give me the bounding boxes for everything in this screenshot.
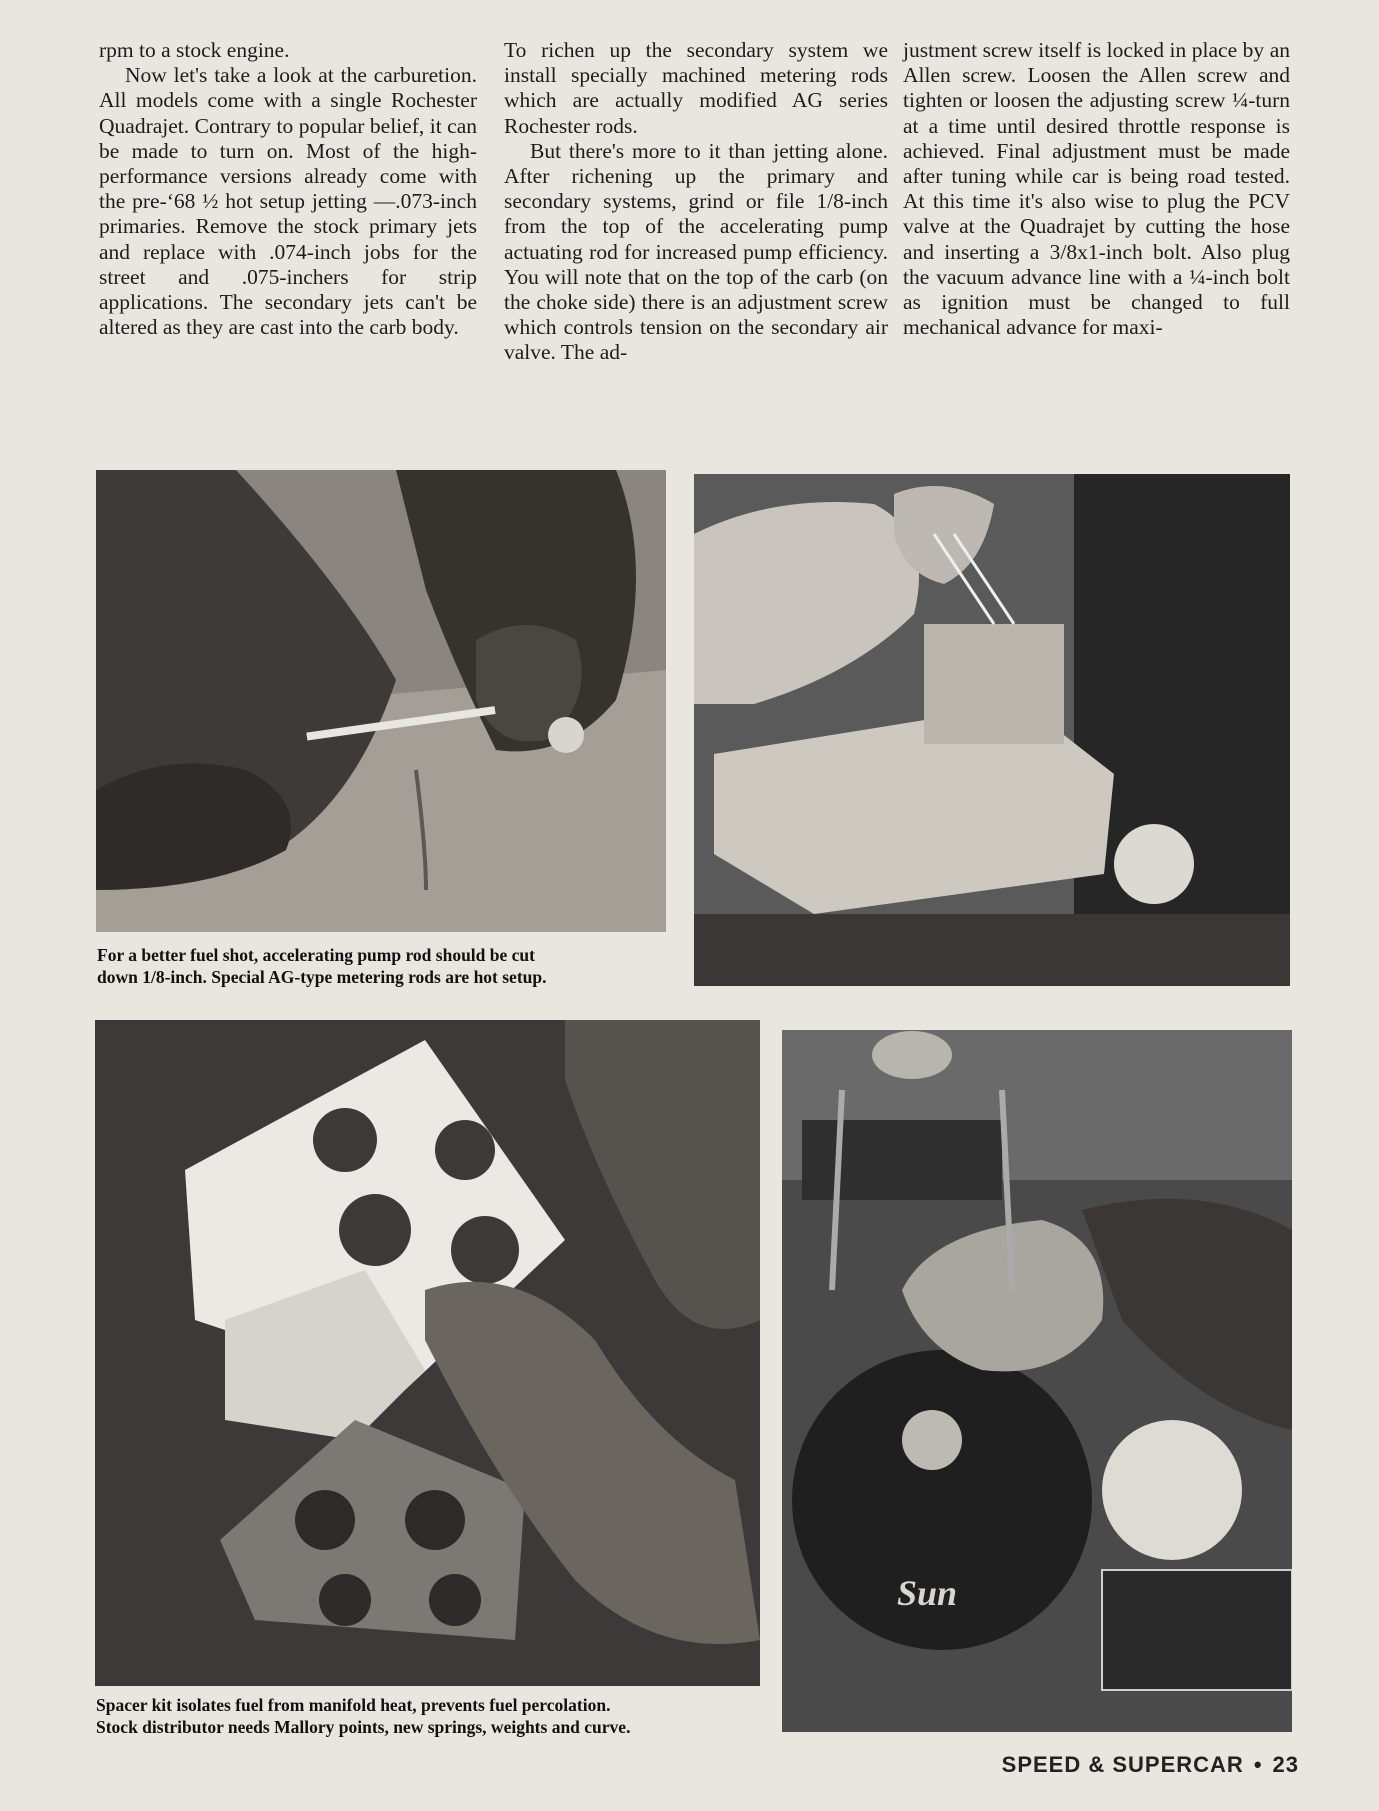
magazine-name: SPEED & SUPERCAR: [1001, 1752, 1244, 1777]
page-number: 23: [1272, 1752, 1299, 1777]
bullet-icon: •: [1253, 1752, 1263, 1777]
text-column-1: [99, 38, 477, 340]
text-column-2: [504, 38, 888, 366]
paragraph: But there's more to it than jetting alone. After richening up the primary and secondary systems, grind or file 1/8-inch from the top of the accelerating pump actuating rod for increased pump efficiency. You will note that on the top of the carb (on the choke side) there is an adjustment screw which controls tension on the secondary air valve. The ad-: [504, 138, 888, 365]
caption-line: down 1/8-inch. Special AG-type metering rods are hot setup.: [97, 967, 547, 987]
paragraph: rpm to a stock engine.: [99, 38, 290, 62]
paragraph: Now let's take a look at the carburetion. All models come with a single Rochester Quadrajet. Contrary to popular belief, it can be made to turn on. Most of the high-performance versions already come with the pre-‘68 ½ hot setup jetting —.073-inch primaries. Remove the stock primary jets and replace with .074-inch jobs for the street and .075-inchers for strip applications. The secondary jets can't be altered as they are cast into the carb body.: [99, 63, 477, 340]
page-footer: [1002, 1752, 1299, 1778]
sun-logo: Sun: [897, 1573, 958, 1613]
caption-line: Spacer kit isolates fuel from manifold heat, prevents fuel percolation.: [96, 1695, 611, 1715]
photo-spacer-kit: [95, 1020, 760, 1686]
text-column-3: [903, 38, 1290, 340]
photo-distributor: [782, 1030, 1292, 1732]
photo-carburetor: [694, 474, 1290, 986]
caption-line: For a better fuel shot, accelerating pump rod should be cut: [97, 945, 535, 965]
caption-bottom: [96, 1694, 630, 1738]
paragraph: To richen up the secondary system we install specially machined metering rods which are actually modified AG series Rochester rods.: [504, 38, 888, 138]
caption-line: Stock distributor needs Mallory points, new springs, weights and curve.: [96, 1717, 631, 1737]
photo-pump-rod: [96, 470, 666, 932]
paragraph: justment screw itself is locked in place by an Allen screw. Loosen the Allen screw and tighten or loosen the adjusting screw ¼-turn at a time until desired throttle response is achieved. Final adjustment must be made after tuning while car is being road tested. At this time it's also wise to plug the PCV valve at the Quadrajet by cutting the hose and inserting a 3/8x1-inch bolt. Also plug the vacuum advance line with a ¼-inch bolt as ignition must be changed to full mechanical advance for maxi-: [903, 38, 1290, 340]
caption-top: [97, 944, 547, 988]
